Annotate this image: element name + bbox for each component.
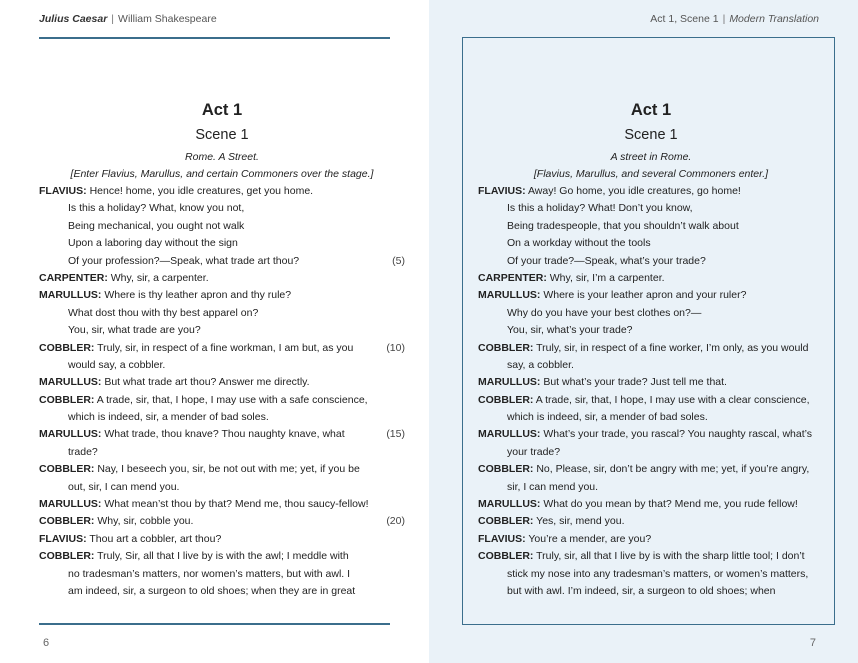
scene-heading: Scene 1 — [195, 127, 249, 143]
dialogue-line — [39, 461, 405, 478]
speaker-name: COBBLER: — [478, 393, 534, 406]
dialogue-line — [478, 548, 824, 565]
dialogue-line — [478, 566, 824, 583]
line-text: Of your trade?—Speak, what’s your trade? — [507, 254, 706, 267]
line-text: Being tradespeople, that you shouldn’t walk about — [507, 219, 739, 232]
running-head-right — [650, 13, 819, 25]
dialogue-line — [478, 235, 824, 252]
line-text: which is indeed, sir, a mender of bad soles. — [507, 411, 708, 424]
line-text: Hence! home, you idle creatures, get you home. — [89, 185, 314, 197]
speaker-name: COBBLER: — [39, 393, 95, 406]
line-text: Truly, Sir, all that I live by is with the awl; I meddle with — [97, 550, 349, 563]
line-text: Truly, sir, all that I live by is with the sharp little tool; I don’t — [536, 550, 805, 563]
line-text: Why, sir, a carpenter. — [110, 271, 209, 284]
line-text: What’s your trade, you rascal? You naughty rascal, what’s — [543, 428, 813, 441]
dialogue-line — [39, 270, 405, 287]
speaker-name: FLAVIUS: — [39, 185, 87, 197]
dialogue-line — [39, 583, 405, 600]
act-heading: Act 1 — [630, 101, 672, 119]
bottom-rule — [39, 623, 390, 625]
line-text: No, Please, sir, don’t be angry with me; yet, if you’re angry, — [536, 463, 810, 476]
line-text: stick my nose into any tradesman’s matters, or women’s matters, — [507, 567, 809, 580]
speaker-name: MARULLUS: — [478, 498, 541, 511]
line-text: Being mechanical, you ought not walk — [68, 219, 245, 232]
line-text: Away! Go home, you idle creatures, go home! — [527, 185, 741, 197]
dialogue-line — [478, 253, 824, 270]
line-text: A trade, sir, that, I hope, I may use with a safe conscience, — [96, 393, 368, 406]
dialogue-line — [39, 287, 405, 304]
line-text: Why, sir, I’m a carpenter. — [549, 271, 665, 284]
line-text: trade? — [68, 445, 98, 458]
dialogue-line — [39, 235, 405, 252]
header-separator: | — [111, 13, 115, 25]
speaker-name: FLAVIUS: — [478, 532, 526, 545]
line-text: Where is thy leather apron and thy rule? — [104, 289, 292, 302]
page-number-left: 6 — [43, 637, 50, 649]
line-text: A trade, sir, that, I hope, I may use with a clear conscience, — [535, 393, 810, 406]
page-number-right: 7 — [809, 637, 816, 649]
line-text: Thou art a cobbler, art thou? — [89, 532, 222, 545]
dialogue-line — [39, 496, 405, 513]
line-text: Truly, sir, in respect of a fine workman, I am but, as you — [97, 341, 354, 354]
dialogue-line — [478, 583, 824, 600]
line-text: your trade? — [507, 445, 561, 458]
dialogue-line — [478, 287, 824, 304]
line-text: What do you mean by that? Mend me, you rude fellow! — [543, 498, 798, 511]
dialogue-line — [478, 357, 824, 374]
speaker-name: MARULLUS: — [478, 376, 541, 389]
line-text: out, sir, I can mend you. — [68, 480, 180, 493]
top-rule — [39, 37, 390, 39]
line-text: On a workday without the tools — [507, 237, 651, 250]
line-text: which is indeed, sir, a mender of bad soles. — [68, 411, 269, 424]
dialogue-line — [39, 340, 405, 357]
scene-location: A street in Rome. — [610, 151, 692, 163]
speaker-name: MARULLUS: — [39, 498, 102, 511]
running-head-left — [39, 13, 217, 25]
line-number: (10) — [386, 341, 405, 354]
dialogue-line — [478, 392, 824, 409]
dialogue-line — [39, 531, 405, 548]
line-text: say, a cobbler. — [507, 358, 574, 371]
scene-heading: Scene 1 — [624, 127, 678, 143]
line-text: You’re a mender, are you? — [528, 532, 652, 545]
speaker-name: MARULLUS: — [478, 428, 541, 441]
line-text: Why, sir, cobble you. — [97, 515, 194, 528]
line-text: What trade, thou knave? Thou naughty knave, what — [104, 428, 345, 441]
dialogue-line — [39, 409, 405, 426]
dialogue-line — [39, 305, 405, 322]
line-text: But what trade art thou? Answer me directly. — [104, 376, 310, 389]
speaker-name: MARULLUS: — [39, 376, 102, 389]
line-text: What mean’st thou by that? Mend me, thou saucy-fellow! — [104, 498, 369, 511]
dialogue-line — [478, 479, 824, 496]
line-text: Why do you have your best clothes on?— — [507, 306, 702, 319]
speaker-name: CARPENTER: — [478, 271, 547, 284]
line-text: Where is your leather apron and your ruler? — [543, 289, 747, 302]
line-text: Is this a holiday? What, know you not, — [68, 202, 245, 215]
speaker-name: COBBLER: — [478, 463, 534, 476]
dialogue-line — [39, 357, 405, 374]
speaker-name: FLAVIUS: — [39, 532, 87, 545]
speaker-name: COBBLER: — [478, 515, 534, 528]
speaker-name: COBBLER: — [39, 463, 95, 476]
translation-label: Modern Translation — [729, 13, 819, 25]
section-label: Act 1, Scene 1 — [650, 13, 719, 25]
dialogue-line — [478, 200, 824, 217]
dialogue-line — [478, 444, 824, 461]
speaker-name: CARPENTER: — [39, 271, 108, 284]
line-text: You, sir, what’s your trade? — [507, 324, 633, 337]
speaker-name: MARULLUS: — [39, 289, 102, 302]
line-text: sir, I can mend you. — [507, 480, 599, 493]
dialogue-line — [478, 409, 824, 426]
dialogue-line — [478, 183, 824, 200]
dialogue-line — [39, 392, 405, 409]
speaker-name: MARULLUS: — [478, 289, 541, 302]
dialogue-line — [39, 183, 405, 200]
speaker-name: COBBLER: — [39, 515, 95, 528]
line-text: You, sir, what trade are you? — [68, 324, 201, 337]
line-text: Upon a laboring day without the sign — [68, 237, 238, 250]
translation-box — [462, 37, 835, 625]
dialogue-line — [39, 253, 405, 270]
line-text: am indeed, sir, a surgeon to old shoes; when they are in great — [68, 584, 356, 597]
line-text: What dost thou with thy best apparel on? — [68, 306, 259, 319]
speaker-name: COBBLER: — [478, 550, 534, 563]
speaker-name: FLAVIUS: — [478, 185, 526, 197]
speaker-name: MARULLUS: — [39, 428, 102, 441]
dialogue-line — [39, 200, 405, 217]
dialogue-line — [39, 513, 405, 530]
line-text: no tradesman’s matters, nor women’s matters, but with awl. I — [68, 567, 351, 580]
speaker-name: COBBLER: — [39, 550, 95, 563]
dialogue-lines — [478, 183, 824, 600]
line-text: Truly, sir, in respect of a fine worker, I’m only, as you would — [536, 341, 809, 354]
dialogue-line — [478, 513, 824, 530]
dialogue-line — [39, 479, 405, 496]
dialogue-line — [478, 531, 824, 548]
dialogue-line — [39, 444, 405, 461]
dialogue-lines — [39, 183, 405, 600]
dialogue-line — [478, 340, 824, 357]
translation-text-block — [478, 100, 824, 600]
stage-direction: [Flavius, Marullus, and several Commoners enter.] — [533, 168, 769, 180]
header-separator: | — [722, 13, 726, 25]
line-number: (20) — [386, 515, 405, 528]
original-text-block — [39, 100, 405, 600]
dialogue-line — [478, 218, 824, 235]
line-number: (5) — [392, 254, 405, 267]
play-title: Julius Caesar — [39, 13, 108, 25]
dialogue-line — [478, 496, 824, 513]
dialogue-line — [39, 218, 405, 235]
dialogue-line — [478, 270, 824, 287]
dialogue-line — [39, 426, 405, 443]
line-text: Is this a holiday? What! Don’t you know, — [507, 202, 693, 215]
line-text: Of your profession?—Speak, what trade art thou? — [68, 254, 300, 267]
dialogue-line — [478, 305, 824, 322]
line-text: but with awl. I’m indeed, sir, a surgeon to old shoes; when — [507, 584, 776, 597]
dialogue-line — [478, 461, 824, 478]
line-number: (15) — [386, 428, 405, 441]
line-text: would say, a cobbler. — [68, 358, 166, 371]
stage-direction: [Enter Flavius, Marullus, and certain Commoners over the stage.] — [70, 168, 374, 180]
scene-location: Rome. A Street. — [185, 151, 259, 163]
dialogue-line — [39, 374, 405, 391]
author-name: William Shakespeare — [118, 13, 217, 25]
dialogue-line — [39, 566, 405, 583]
line-text: But what’s your trade? Just tell me that. — [543, 376, 727, 389]
translation-page — [429, 0, 858, 663]
speaker-name: COBBLER: — [39, 341, 95, 354]
act-heading: Act 1 — [201, 101, 243, 119]
dialogue-line — [39, 322, 405, 339]
dialogue-line — [39, 548, 405, 565]
speaker-name: COBBLER: — [478, 341, 534, 354]
line-text: Yes, sir, mend you. — [536, 515, 625, 528]
dialogue-line — [478, 374, 824, 391]
dialogue-line — [478, 426, 824, 443]
dialogue-line — [478, 322, 824, 339]
line-text: Nay, I beseech you, sir, be not out with me; yet, if you be — [97, 463, 360, 476]
